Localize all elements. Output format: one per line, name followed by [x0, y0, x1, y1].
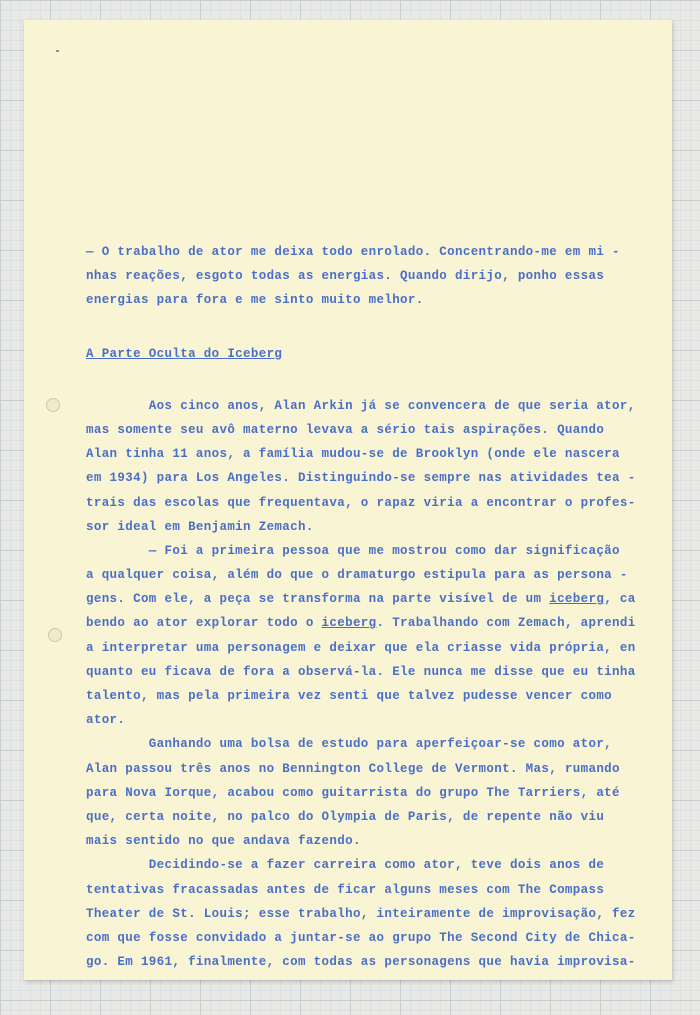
section-heading: A Parte Oculta do Iceberg	[86, 346, 283, 361]
paragraph-line: trais das escolas que frequentava, o rapaz viria a encontrar o profes-	[86, 495, 636, 510]
paragraph-line: ator.	[86, 713, 126, 728]
paragraph-line: com que fosse convidado a juntar-se ao grupo The Second City de Chica-	[86, 930, 636, 945]
paragraph-line: quanto eu ficava de fora a observá-la. Ele nunca me disse que eu tinha	[86, 664, 636, 679]
underlined-word: iceberg	[321, 616, 377, 631]
paragraph-line: Theater de St. Louis; esse trabalho, inteiramente de improvisação, fez	[86, 906, 636, 921]
punch-hole-top	[46, 398, 60, 412]
paragraph-line	[86, 611, 636, 635]
paragraph-line	[86, 587, 636, 611]
underlined-word: iceberg	[549, 592, 605, 607]
paragraph-line: go. Em 1961, finalmente, com todas as personagens que havia improvisa-	[86, 955, 636, 970]
paragraph-line: mas somente seu avô materno levava a sério tais aspirações. Quando	[86, 422, 605, 437]
paragraph-line: Alan passou três anos no Bennington College de Vermont. Mas, rumando	[86, 761, 620, 776]
text-segment: gens. Com ele, a peça se transforma na parte visível de um	[86, 592, 550, 607]
page-body	[86, 240, 636, 974]
paragraph-line: Aos cinco anos, Alan Arkin já se convencera de que seria ator,	[86, 398, 636, 413]
paragraph-line: mais sentido no que andava fazendo.	[86, 834, 361, 849]
text-segment: . Trabalhando com Zemach, aprendi	[376, 616, 636, 631]
intro-line: nhas reações, esgoto todas as energias. Quando dirijo, ponho essas	[86, 269, 605, 284]
intro-line: energias para fora e me sinto muito melhor.	[86, 293, 424, 308]
text-segment: bendo ao ator explorar todo o	[86, 616, 322, 631]
paragraph-line: — Foi a primeira pessoa que me mostrou como dar significação	[86, 543, 620, 558]
paragraph-line: talento, mas pela primeira vez senti que talvez pudesse vencer como	[86, 689, 613, 703]
paper-speck	[56, 50, 59, 52]
paragraph-line: sor ideal em Benjamin Zemach.	[86, 519, 314, 534]
paragraph-line: que, certa noite, no palco do Olympia de Paris, de repente não viu	[86, 809, 605, 824]
paragraph-line: tentativas fracassadas antes de ficar alguns meses com The Compass	[86, 882, 605, 897]
paragraph-line: Alan tinha 11 anos, a família mudou-se de Brooklyn (onde ele nascera	[86, 447, 620, 462]
punch-hole-bottom	[48, 628, 62, 642]
intro-line: — O trabalho de ator me deixa todo enrolado. Concentrando-me em mi -	[86, 245, 620, 259]
paragraph-line: a interpretar uma personagem e deixar que ela criasse vida própria, en	[86, 640, 636, 655]
paragraph-line: em 1934) para Los Angeles. Distinguindo-se sempre nas atividades tea -	[86, 471, 636, 486]
text-segment: , ca	[604, 592, 636, 607]
paragraph-line: a qualquer coisa, além do que o dramaturgo estipula para as persona -	[86, 568, 628, 583]
paragraph-line: Ganhando uma bolsa de estudo para aperfeiçoar-se como ator,	[86, 737, 613, 752]
typewritten-page	[24, 20, 672, 980]
paragraph-line: para Nova Iorque, acabou como guitarrista do grupo The Tarriers, até	[86, 785, 620, 800]
paragraph-line: Decidindo-se a fazer carreira como ator, teve dois anos de	[86, 858, 605, 873]
